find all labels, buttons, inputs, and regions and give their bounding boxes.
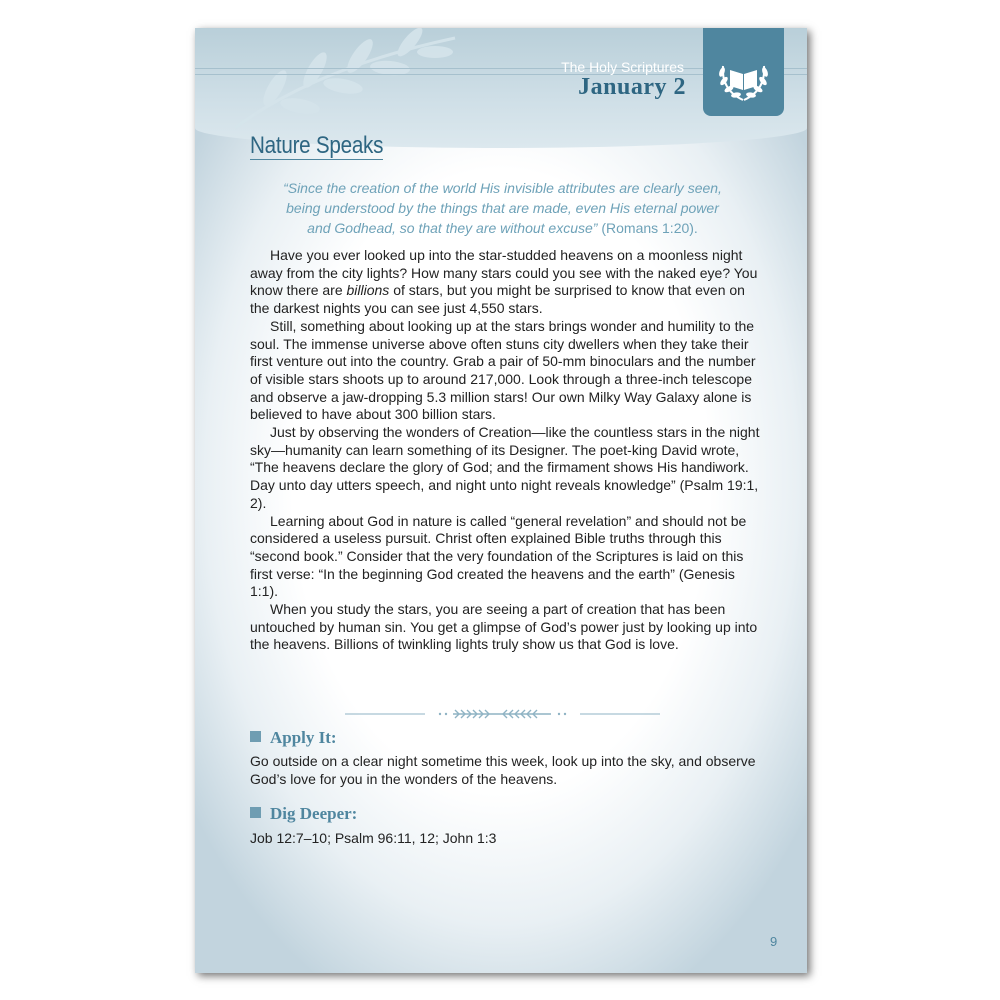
bullet-square-icon — [250, 731, 261, 742]
ornamental-divider — [345, 706, 660, 722]
paragraph: When you study the stars, you are seeing a part of creation that has been untouched by human sin. You get a glimpse of God’s power just by looking up into the heavens. Billions of twinkling lights truly show us that God is love. — [250, 601, 758, 653]
scripture-quote — [275, 178, 730, 238]
apply-it-heading: Apply It: — [250, 728, 337, 748]
paragraph: Have you ever looked up into the star-studded heavens on a moonless night away from the city lights? How many stars could you see with the naked eye? You know there are billions of stars, but you might be surprised to know that even on the darkest nights you can see just 4,550 stars. — [250, 247, 758, 317]
section-label: The Holy Scriptures — [561, 59, 684, 75]
page-number: 9 — [770, 934, 778, 949]
paragraph: Just by observing the wonders of Creation—like the countless stars in the night sky—humanity can learn something of its Designer. The poet-king David wrote, “The heavens declare the glory of God; and the firmament shows His handiwork. Day unto day utters speech, and night unto night reveals knowledge” (Psalm 19:1, 2). — [250, 424, 760, 511]
paragraph: Learning about God in nature is called “general revelation” and should not be considered a useless pursuit. Christ often explained Bible truths through this “second book.” Consider that the very foundation of the Scriptures is laid on this first verse: “In the beginning God created the heavens and the earth” (Genesis 1:1). — [250, 512, 747, 600]
date-label: January 2 — [578, 74, 686, 100]
title-underline — [250, 159, 383, 160]
page-title: Nature Speaks — [250, 132, 384, 159]
olive-branch-decoration — [195, 28, 525, 138]
paragraph: Still, something about looking up at the stars brings wonder and humility to the soul. The immense universe above often stuns city dwellers when they take their first venture out into the country. Grab a pair of 50-mm binoculars and the number of visible stars shoots up to around 217,000. Look through a three-inch telescope and observe a jaw-dropping 5.3 million stars! Our own Milky Way Galaxy alone is believed to have about 300 billion stars. — [250, 317, 756, 423]
devotional-body — [250, 247, 765, 654]
header-tab — [703, 28, 784, 116]
dig-deeper-text: Job 12:7–10; Psalm 96:11, 12; John 1:3 — [250, 830, 497, 846]
quote-text: “Since the creation of the world His invisible attributes are clearly seen, being understood by the things that are made, even His eternal power and Godhead, so that they are without excuse” — [283, 180, 722, 236]
dig-deeper-heading: Dig Deeper: — [250, 804, 357, 824]
apply-it-text: Go outside on a clear night sometime this week, look up into the sky, and observe God’s love for you in the wonders of the heavens. — [250, 753, 756, 787]
quote-reference: (Romans 1:20). — [597, 220, 698, 236]
bullet-square-icon — [250, 807, 261, 818]
book-page — [195, 28, 807, 973]
open-bible-laurel-icon — [703, 28, 784, 116]
